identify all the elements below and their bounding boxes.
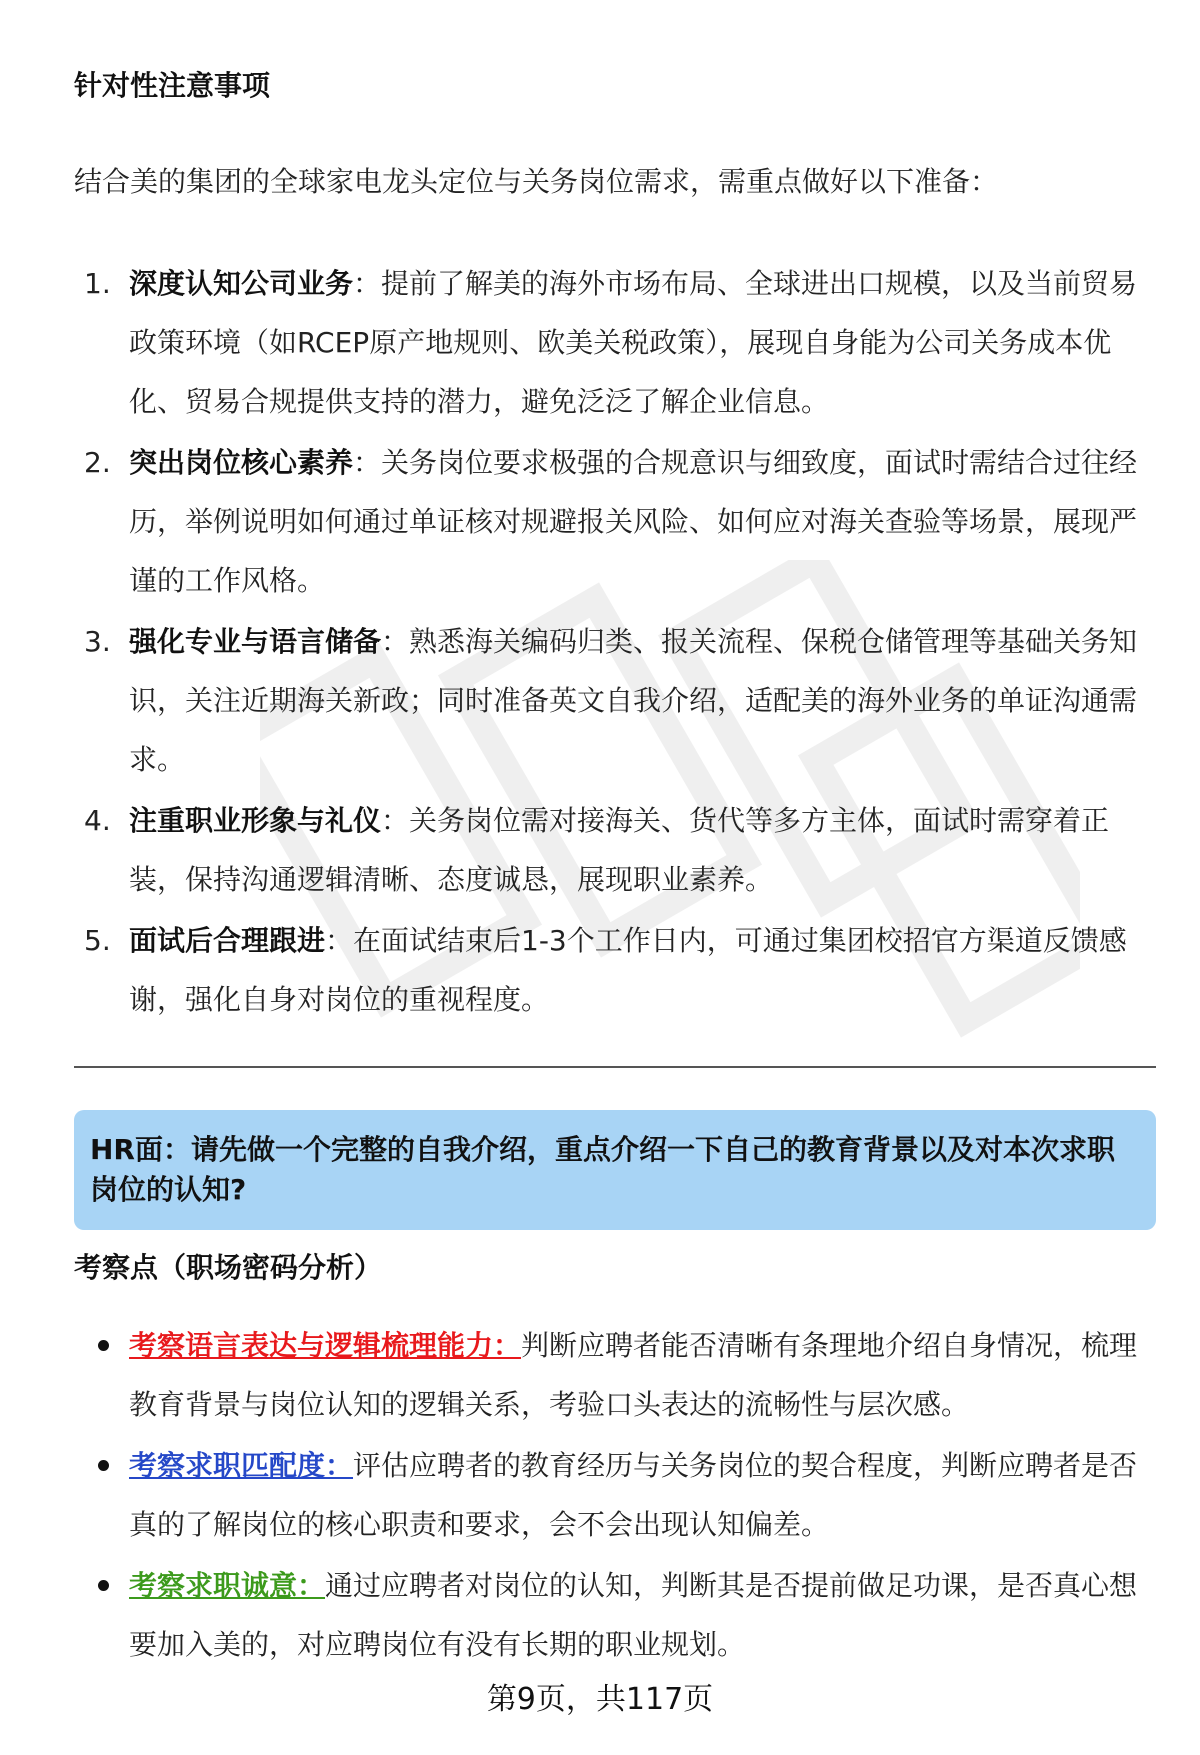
item-lead: 突出岗位核心素养: [129, 446, 354, 479]
item-lead: 面试后合理跟进: [129, 924, 326, 957]
focus-lead: 考察求职诚意：: [129, 1569, 326, 1602]
focus-text: 判断应聘者能否清晰有条理地介绍自身情况，梳理教育背景与岗位认知的逻辑关系，考验口头表达的流畅性与层次感。: [129, 1329, 1138, 1421]
list-item: [74, 1556, 1154, 1674]
item-text: ：在面试结束后1-3个工作日内，可通过集团校招官方渠道反馈感谢，强化自身对岗位的重视程度。: [129, 924, 1127, 1016]
item-text: ：关务岗位要求极强的合规意识与细致度，面试时需结合过往经历，举例说明如何通过单证核对规避报关风险、如何应对海关查验等场景，展现严谨的工作风格。: [129, 446, 1138, 597]
list-number: 1.: [84, 267, 111, 300]
preparation-list: [74, 254, 1154, 1031]
focus-lead: 考察求职匹配度：: [129, 1449, 354, 1482]
bullet-dot-icon: [98, 1460, 109, 1471]
list-item: [74, 254, 1154, 431]
focus-text: 通过应聘者对岗位的认知，判断其是否提前做足功课，是否真心想要加入美的，对应聘岗位有没有长期的职业规划。: [129, 1569, 1138, 1661]
list-item: [74, 612, 1154, 789]
focus-lead: 考察语言表达与逻辑梳理能力：: [129, 1329, 522, 1362]
item-lead: 深度认知公司业务: [129, 267, 354, 300]
item-text: ：关务岗位需对接海关、货代等多方主体，面试时需穿着正装，保持沟通逻辑清晰、态度诚恳，展现职业素养。: [129, 804, 1110, 896]
focus-title: 考察点（职场密码分析）: [74, 1251, 383, 1284]
section-title: 针对性注意事项: [74, 69, 271, 102]
list-number: 5.: [84, 924, 111, 957]
hr-question: HR面：请先做一个完整的自我介绍，重点介绍一下自己的教育背景以及对本次求职岗位的认知?: [90, 1133, 1115, 1206]
list-number: 4.: [84, 804, 111, 837]
item-lead: 强化专业与语言储备: [129, 625, 382, 658]
list-item: [74, 791, 1154, 909]
item-lead: 注重职业形象与礼仪: [129, 804, 382, 837]
intro-paragraph: 结合美的集团的全球家电龙头定位与关务岗位需求，需重点做好以下准备：: [74, 165, 999, 198]
list-item: [74, 433, 1154, 610]
list-item: [74, 1316, 1154, 1434]
list-number: 3.: [84, 625, 111, 658]
list-item: [74, 911, 1154, 1029]
bullet-dot-icon: [98, 1340, 109, 1351]
list-number: 2.: [84, 446, 111, 479]
hr-question-box: [74, 1110, 1156, 1230]
focus-text: 评估应聘者的教育经历与关务岗位的契合程度，判断应聘者是否真的了解岗位的核心职责和要求，会不会出现认知偏差。: [129, 1449, 1138, 1541]
item-text: ：熟悉海关编码归类、报关流程、保税仓储管理等基础关务知识，关注近期海关新政；同时准备英文自我介绍，适配美的海外业务的单证沟通需求。: [129, 625, 1138, 776]
list-item: [74, 1436, 1154, 1554]
item-text: ：提前了解美的海外市场布局、全球进出口规模，以及当前贸易政策环境（如RCEP原产地规则、欧美关税政策），展现自身能为公司关务成本优化、贸易合规提供支持的潜力，避免泛泛了解企业信息。: [129, 267, 1138, 418]
page-number-footer: 第9页，共117页: [486, 1682, 714, 1717]
section-divider: [74, 1066, 1156, 1068]
bullet-dot-icon: [98, 1580, 109, 1591]
focus-list: [74, 1316, 1154, 1676]
